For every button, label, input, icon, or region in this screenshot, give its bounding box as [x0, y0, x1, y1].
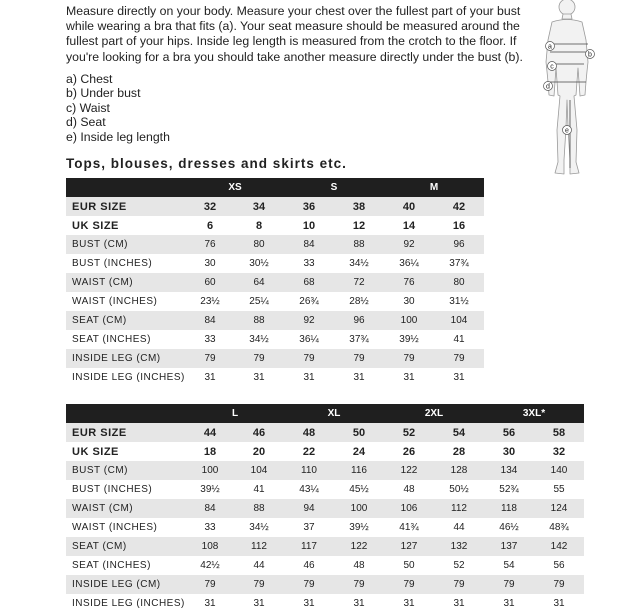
table-cell: 64 [234, 273, 284, 292]
table-row [66, 273, 484, 292]
table-cell: 33 [284, 254, 334, 273]
table-cell: 26¾ [284, 292, 334, 311]
table-row [66, 556, 584, 575]
table-cell: 8 [234, 216, 284, 235]
table-row [66, 254, 484, 273]
table-cell: 68 [284, 273, 334, 292]
table-row [66, 518, 584, 537]
table-cell: 32 [186, 197, 234, 216]
table-cell: 39½ [334, 518, 384, 537]
table-cell: 42 [434, 197, 484, 216]
table-cell: 46½ [484, 518, 534, 537]
table-cell: 42½ [186, 556, 234, 575]
table-cell: 37 [284, 518, 334, 537]
header-blank [66, 404, 186, 423]
table-cell: 60 [186, 273, 234, 292]
table-cell: 31 [334, 594, 384, 613]
table-row [66, 575, 584, 594]
table-cell: 41 [234, 480, 284, 499]
size-group-label: S [284, 178, 384, 197]
table-cell: 127 [384, 537, 434, 556]
table-cell: 112 [234, 537, 284, 556]
table-cell: 80 [234, 235, 284, 254]
row-label: INSIDE LEG (CM) [66, 575, 186, 594]
table-cell: 34 [234, 197, 284, 216]
size-group-label: L [186, 404, 284, 423]
intro-paragraph: Measure directly on your body. Measure your chest over the fullest part of your bust while wearing a bra that fits (a). Your seat measure should be measured around the fullest part of your hips. Inside leg length is measured from the crotch to the floor. If you're looking for a bra you should take another measure directly under the bust (b). [66, 4, 523, 64]
table-cell: 12 [334, 216, 384, 235]
table-cell: 122 [334, 537, 384, 556]
table-cell: 112 [434, 499, 484, 518]
row-label: EUR SIZE [66, 423, 186, 442]
table-cell: 50½ [434, 480, 484, 499]
table-cell: 100 [384, 311, 434, 330]
table-row [66, 311, 484, 330]
marker-b: b [588, 51, 592, 59]
table-cell: 52¾ [484, 480, 534, 499]
table-cell: 55 [534, 480, 584, 499]
table-cell: 18 [186, 442, 234, 461]
table-row [66, 537, 584, 556]
row-label: UK SIZE [66, 216, 186, 235]
table-cell: 52 [384, 423, 434, 442]
table-cell: 33 [186, 518, 234, 537]
marker-d: d [546, 83, 550, 91]
table-cell: 56 [484, 423, 534, 442]
row-label: BUST (CM) [66, 461, 186, 480]
body-figure-illustration [530, 0, 640, 180]
table-cell: 44 [234, 556, 284, 575]
table-cell: 6 [186, 216, 234, 235]
table-cell: 76 [186, 235, 234, 254]
table-cell: 25¼ [234, 292, 284, 311]
table-cell: 31 [434, 368, 484, 387]
row-label: SEAT (CM) [66, 537, 186, 556]
row-label: BUST (CM) [66, 235, 186, 254]
table-cell: 30½ [234, 254, 284, 273]
table-cell: 52 [434, 556, 484, 575]
table-cell: 122 [384, 461, 434, 480]
table-cell: 50 [334, 423, 384, 442]
row-label: SEAT (INCHES) [66, 330, 186, 349]
table-cell: 58 [534, 423, 584, 442]
measure-item: a) Chest [66, 72, 113, 86]
row-label: WAIST (CM) [66, 273, 186, 292]
table-cell: 116 [334, 461, 384, 480]
table-cell: 28½ [334, 292, 384, 311]
table-cell: 79 [434, 575, 484, 594]
table-row [66, 499, 584, 518]
table-cell: 79 [334, 349, 384, 368]
table-row [66, 197, 484, 216]
table-cell: 31 [484, 594, 534, 613]
table-cell: 36 [284, 197, 334, 216]
table-cell: 16 [434, 216, 484, 235]
row-label: INSIDE LEG (CM) [66, 349, 186, 368]
table-cell: 96 [434, 235, 484, 254]
size-table-small [66, 178, 484, 387]
table-cell: 40 [384, 197, 434, 216]
table-row [66, 216, 484, 235]
table-cell: 31 [234, 368, 284, 387]
table-cell: 110 [284, 461, 334, 480]
header-blank [66, 178, 186, 197]
size-group-label: XL [284, 404, 384, 423]
table-cell: 104 [234, 461, 284, 480]
table-cell: 26 [384, 442, 434, 461]
table-row [66, 423, 584, 442]
row-label: SEAT (CM) [66, 311, 186, 330]
table-cell: 45½ [334, 480, 384, 499]
table-cell: 128 [434, 461, 484, 480]
table-cell: 79 [484, 575, 534, 594]
table-cell: 88 [334, 235, 384, 254]
table-cell: 28 [434, 442, 484, 461]
table-cell: 96 [334, 311, 384, 330]
measure-item: e) Inside leg length [66, 129, 170, 144]
table-cell: 100 [334, 499, 384, 518]
table-cell: 31 [284, 368, 334, 387]
table-cell: 14 [384, 216, 434, 235]
table-row [66, 235, 484, 254]
table-cell: 50 [384, 556, 434, 575]
table-cell: 79 [284, 349, 334, 368]
table-row [66, 480, 584, 499]
table-cell: 108 [186, 537, 234, 556]
table-cell: 79 [384, 349, 434, 368]
table-cell: 30 [384, 292, 434, 311]
table-cell: 37¾ [334, 330, 384, 349]
section-heading: Tops, blouses, dresses and skirts etc. [66, 156, 347, 171]
row-label: WAIST (INCHES) [66, 518, 186, 537]
table-cell: 84 [186, 311, 234, 330]
table-cell: 44 [186, 423, 234, 442]
table-cell: 80 [434, 273, 484, 292]
table-cell: 72 [334, 273, 384, 292]
size-group-header [66, 404, 584, 423]
table-cell: 48 [384, 480, 434, 499]
table-cell: 79 [234, 575, 284, 594]
row-label: SEAT (INCHES) [66, 556, 186, 575]
row-label: WAIST (CM) [66, 499, 186, 518]
table-cell: 106 [384, 499, 434, 518]
table-cell: 31 [284, 594, 334, 613]
table-cell: 38 [334, 197, 384, 216]
table-cell: 34½ [234, 330, 284, 349]
table-cell: 140 [534, 461, 584, 480]
table-row [66, 330, 484, 349]
table-cell: 88 [234, 499, 284, 518]
table-row [66, 461, 584, 480]
table-cell: 84 [284, 235, 334, 254]
marker-c: c [550, 63, 554, 71]
table-cell: 48 [334, 556, 384, 575]
table-cell: 33 [186, 330, 234, 349]
table-cell: 34½ [334, 254, 384, 273]
table-cell: 23½ [186, 292, 234, 311]
row-label: WAIST (INCHES) [66, 292, 186, 311]
table-cell: 88 [234, 311, 284, 330]
table-cell: 30 [484, 442, 534, 461]
table-cell: 10 [284, 216, 334, 235]
table-cell: 39½ [384, 330, 434, 349]
row-label: INSIDE LEG (INCHES) [66, 594, 186, 613]
table-cell: 34½ [234, 518, 284, 537]
table-cell: 134 [484, 461, 534, 480]
intro-text [66, 4, 536, 65]
table-cell: 36¼ [384, 254, 434, 273]
table-cell: 117 [284, 537, 334, 556]
table-cell: 92 [284, 311, 334, 330]
table-cell: 31 [186, 368, 234, 387]
table-cell: 79 [284, 575, 334, 594]
table-cell: 37¾ [434, 254, 484, 273]
table-cell: 79 [434, 349, 484, 368]
table-cell: 137 [484, 537, 534, 556]
table-cell: 94 [284, 499, 334, 518]
measure-list [66, 72, 170, 144]
measure-item: c) Waist [66, 100, 110, 115]
table-row [66, 368, 484, 387]
table-cell: 31½ [434, 292, 484, 311]
table-cell: 79 [186, 575, 234, 594]
table-cell: 48¾ [534, 518, 584, 537]
measure-item: d) Seat [66, 115, 106, 130]
table-cell: 54 [434, 423, 484, 442]
table-cell: 79 [234, 349, 284, 368]
row-label: EUR SIZE [66, 197, 186, 216]
table-cell: 79 [534, 575, 584, 594]
row-label: INSIDE LEG (INCHES) [66, 368, 186, 387]
table-row [66, 594, 584, 613]
table-cell: 31 [186, 594, 234, 613]
table-cell: 24 [334, 442, 384, 461]
table-cell: 84 [186, 499, 234, 518]
table-cell: 20 [234, 442, 284, 461]
table-cell: 31 [434, 594, 484, 613]
table-cell: 79 [384, 575, 434, 594]
table-cell: 118 [484, 499, 534, 518]
table-cell: 41¾ [384, 518, 434, 537]
table-cell: 56 [534, 556, 584, 575]
table-cell: 100 [186, 461, 234, 480]
table-cell: 31 [334, 368, 384, 387]
table-cell: 132 [434, 537, 484, 556]
size-group-label: M [384, 178, 484, 197]
table-cell: 31 [384, 368, 434, 387]
table-cell: 76 [384, 273, 434, 292]
table-cell: 41 [434, 330, 484, 349]
size-group-label: XS [186, 178, 284, 197]
row-label: BUST (INCHES) [66, 254, 186, 273]
table-row [66, 292, 484, 311]
size-group-label: 3XL* [484, 404, 584, 423]
measure-item: b) Under bust [66, 86, 141, 101]
table-cell: 142 [534, 537, 584, 556]
table-cell: 32 [534, 442, 584, 461]
table-cell: 43¼ [284, 480, 334, 499]
table-cell: 79 [334, 575, 384, 594]
table-cell: 104 [434, 311, 484, 330]
table-cell: 46 [284, 556, 334, 575]
table-cell: 92 [384, 235, 434, 254]
size-table-large [66, 404, 584, 613]
table-cell: 31 [534, 594, 584, 613]
table-cell: 124 [534, 499, 584, 518]
table-cell: 79 [186, 349, 234, 368]
size-group-label: 2XL [384, 404, 484, 423]
table-row [66, 442, 584, 461]
table-cell: 31 [384, 594, 434, 613]
table-cell: 31 [234, 594, 284, 613]
size-group-header [66, 178, 484, 197]
row-label: BUST (INCHES) [66, 480, 186, 499]
table-row [66, 349, 484, 368]
row-label: UK SIZE [66, 442, 186, 461]
table-cell: 44 [434, 518, 484, 537]
table-cell: 46 [234, 423, 284, 442]
marker-a: a [548, 43, 552, 51]
table-cell: 22 [284, 442, 334, 461]
table-cell: 36¼ [284, 330, 334, 349]
marker-e: e [565, 127, 569, 135]
table-cell: 39½ [186, 480, 234, 499]
table-cell: 30 [186, 254, 234, 273]
table-cell: 54 [484, 556, 534, 575]
table-cell: 48 [284, 423, 334, 442]
